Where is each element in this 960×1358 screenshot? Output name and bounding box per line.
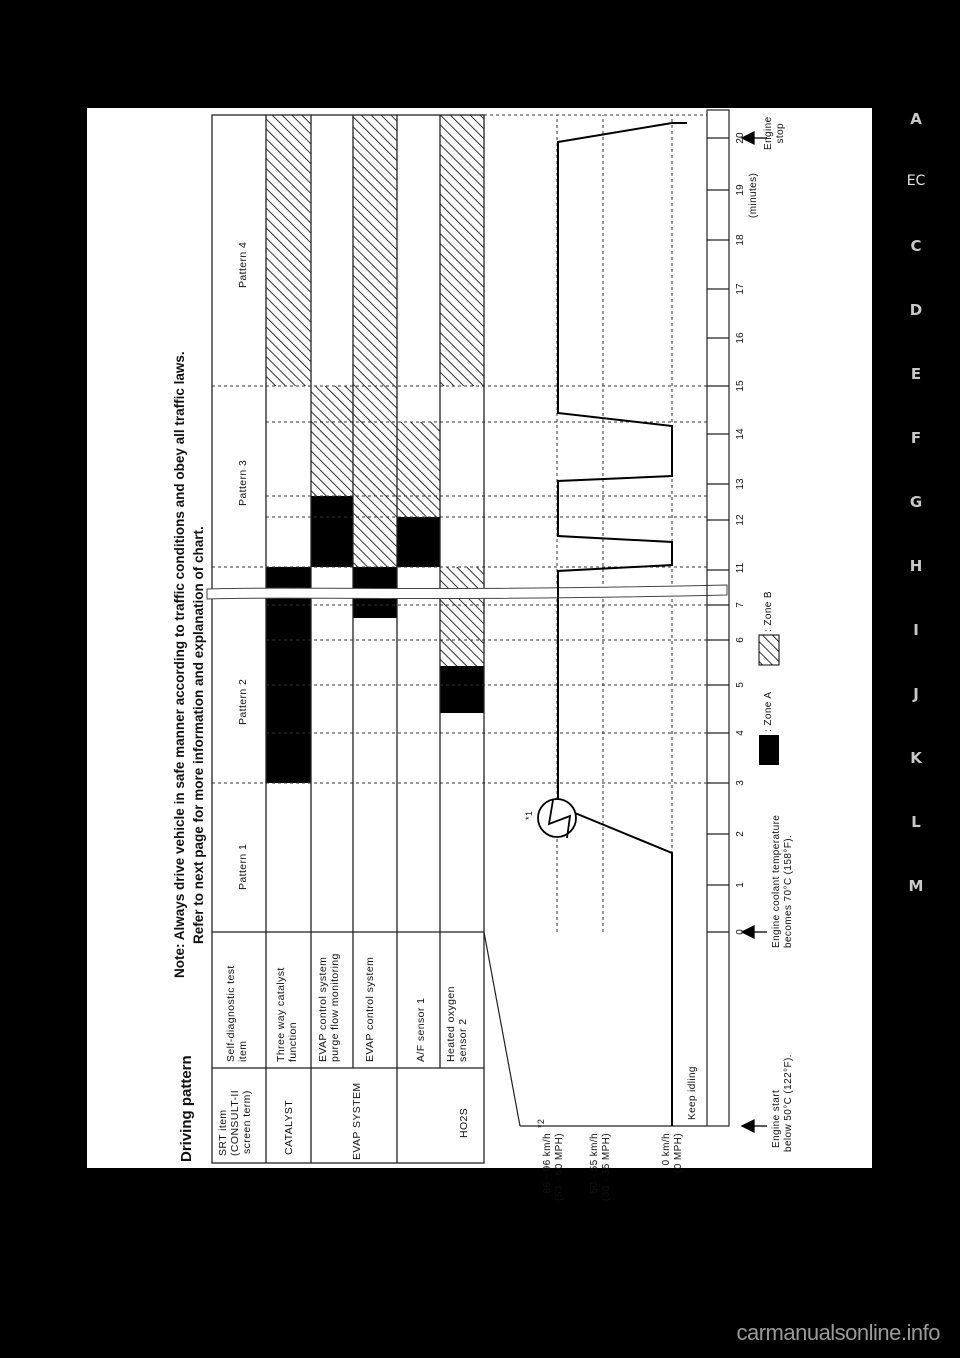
speed-label-0: 0 km/h (0 MPH) — [661, 1133, 684, 1174]
item-evap-purge-flow: EVAP control system purge flow monitoring — [317, 953, 341, 1062]
zone-a-block — [266, 567, 311, 783]
tick-15: 15 — [735, 380, 746, 392]
tick-3: 3 — [735, 780, 746, 786]
coolant-note: Engine coolant temperature becomes 70°C (158°F). — [771, 814, 794, 948]
item-af-sensor-1: A/F sensor 1 — [415, 997, 427, 1062]
srt-evap-system: EVAP SYSTEM — [351, 1082, 363, 1160]
driving-pattern-diagram — [87, 108, 872, 1201]
tick-5: 5 — [735, 682, 746, 688]
engine-start-note: Engine start below 50°C (122°F). — [771, 1054, 794, 1152]
section-tab-a[interactable]: A — [910, 110, 922, 128]
item-evap-control: EVAP control system — [364, 956, 376, 1062]
tick-11: 11 — [735, 562, 746, 574]
srt-ho2s: HO2S — [458, 1107, 470, 1138]
legend-zone-b-label: : Zone B — [763, 591, 774, 632]
section-tab-i[interactable]: I — [913, 621, 919, 639]
pattern-4-label: Pattern 4 — [237, 241, 249, 288]
tick-13: 13 — [735, 478, 746, 490]
marker-1: *1 — [524, 810, 534, 820]
speed-label-50-55: 50 - 55 km/h (30 - 35 MPH) — [589, 1133, 612, 1201]
speed-label-86-96: 86 - 96 km/h (53 - 60 MPH) — [542, 1133, 565, 1201]
tick-2: 2 — [735, 831, 746, 837]
note-line-2: Refer to next page for more information and explanation of chart. — [191, 526, 206, 944]
section-tab-ec[interactable]: EC — [906, 173, 926, 189]
engine-stop-note: Engine stop — [763, 116, 786, 150]
marker-2: *2 — [536, 1118, 546, 1128]
tick-14: 14 — [735, 428, 746, 440]
pattern-3-label: Pattern 3 — [237, 459, 249, 506]
tick-4: 4 — [735, 730, 746, 736]
section-tab-l[interactable]: L — [911, 813, 921, 831]
pattern-1-label: Pattern 1 — [237, 843, 249, 890]
diagram-title: Driving pattern — [178, 1055, 195, 1162]
item-heated-oxygen-sensor-2: Heated oxygen sensor 2 — [445, 986, 469, 1062]
tick-1: 1 — [735, 882, 746, 888]
zone-b-block — [266, 115, 311, 386]
section-tab-e[interactable]: E — [910, 365, 922, 383]
section-tabs — [872, 100, 960, 900]
keep-idling-label: Keep idling — [687, 1066, 698, 1120]
section-tab-f[interactable]: F — [910, 429, 922, 447]
section-tab-j[interactable]: J — [913, 685, 919, 703]
watermark: carmanualsonline.info — [736, 1320, 940, 1345]
item-three-way-catalyst: Three way catalyst function — [275, 967, 299, 1062]
tick-17: 17 — [735, 283, 746, 295]
tick-20: 20 — [735, 132, 746, 144]
tick-6: 6 — [735, 637, 746, 643]
tick-12: 12 — [735, 514, 746, 526]
section-tab-k[interactable]: K — [910, 749, 922, 767]
tick-19: 19 — [735, 184, 746, 196]
section-tab-m[interactable]: M — [908, 877, 924, 895]
section-tab-d[interactable]: D — [909, 301, 923, 319]
tick-0: 0 — [735, 929, 746, 935]
srt-catalyst: CATALYST — [283, 1099, 295, 1155]
tick-18: 18 — [735, 234, 746, 246]
legend-zone-b-swatch — [759, 635, 779, 665]
header-self-diagnostic-item: Self-diagnostic test item — [225, 965, 249, 1062]
tick-7: 7 — [735, 602, 746, 608]
section-tab-g[interactable]: G — [909, 493, 923, 511]
pattern-2-label: Pattern 2 — [237, 678, 249, 725]
note-line-1: Note: Always drive vehicle in safe manner according to traffic conditions and obey all traffic laws. — [172, 351, 187, 978]
legend-zone-a-label: : Zone A — [763, 691, 774, 732]
legend-zone-a-swatch — [759, 735, 779, 765]
tick-16: 16 — [735, 332, 746, 344]
section-tab-c[interactable]: C — [910, 237, 922, 255]
time-unit-label: (minutes) — [748, 172, 759, 218]
header-srt-item: SRT item (CONSULT-II screen term) — [217, 1089, 253, 1156]
section-tab-h[interactable]: H — [909, 557, 923, 575]
